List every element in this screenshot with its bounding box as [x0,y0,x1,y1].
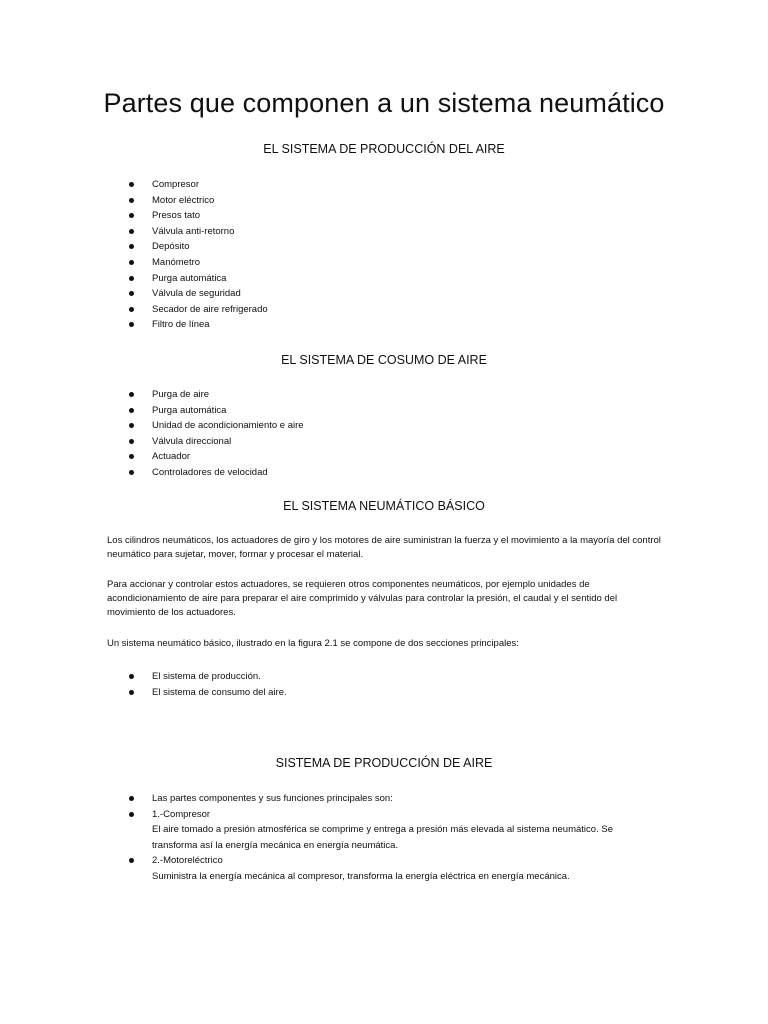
list-item: Motor eléctrico [0,193,268,209]
list-item: Unidad de acondicionamiento e aire [0,418,304,434]
list-item: Válvula de seguridad [0,286,268,302]
section-heading-basic-system: EL SISTEMA NEUMÁTICO BÁSICO [283,499,485,513]
list-item: Filtro de línea [0,317,268,333]
list-item: Controladores de velocidad [0,465,304,481]
bullet-icon [129,674,134,679]
paragraph: Los cilindros neumáticos, los actuadores de giro y los motores de aire suministran la fuerza y el movimiento a la mayoría del control neumático para sujetar, mover, formar y procesar el material. [107,535,661,560]
bullet-icon [129,229,134,234]
list-item: Purga automática [0,403,304,419]
item-description-line: El aire tomado a presión atmosférica se comprime y entrega a presión más elevada al sistema neumático. Se [152,824,613,836]
list-item: Manómetro [0,255,268,271]
bullet-icon [129,260,134,265]
bullet-icon [129,291,134,296]
bullet-icon [129,307,134,312]
list-item: Presos tato [0,208,268,224]
bullet-icon [129,244,134,249]
bullet-icon [129,470,134,475]
production-parts-list [0,177,268,333]
bullet-icon [129,408,134,413]
components-functions-list [0,791,613,885]
list-item: Válvula anti-retorno [0,224,268,240]
list-item: El sistema de producción. [0,669,287,685]
list-item: Compresor [0,177,268,193]
bullet-icon [129,690,134,695]
bullet-icon [129,423,134,428]
bullet-icon [129,392,134,397]
bullet-icon [129,858,134,863]
bullet-icon [129,276,134,281]
bullet-icon [129,322,134,327]
item-description-line: Suministra la energía mecánica al compresor, transforma la energía eléctrica en energía mecánica. [152,870,570,882]
list-item: El sistema de consumo del aire. [0,685,287,701]
list-item: Depósito [0,239,268,255]
list-item: 1.-Compresor El aire tomado a presión atmosférica se comprime y entrega a presión más elevada al sistema neumático. Se transforma así la energía mecánica en energía neumática. [0,807,613,854]
list-item: Actuador [0,449,304,465]
bullet-icon [129,213,134,218]
list-item: Válvula direccional [0,434,304,450]
list-item: Purga automática [0,271,268,287]
list-item: Secador de aire refrigerado [0,302,268,318]
paragraph: Un sistema neumático básico, ilustrado en la figura 2.1 se compone de dos secciones principales: [107,638,519,649]
list-item: 2.-Motoreléctrico Suministra la energía mecánica al compresor, transforma la energía eléctrica en energía mecánica. [0,853,613,884]
paragraph: Para accionar y controlar estos actuadores, se requieren otros componentes neumáticos, por ejemplo unidades de acondicionamiento de aire para preparar el aire comprimido y válvulas para controlar la presión, el caudal y el sentido del movimiento de los actuadores. [107,579,618,618]
list-item: Las partes componentes y sus funciones principales son: [0,791,613,807]
consumption-parts-list [0,387,304,481]
section-heading-consumption: EL SISTEMA DE COSUMO DE AIRE [281,353,487,367]
bullet-icon [129,182,134,187]
bullet-icon [129,198,134,203]
section-heading-production: EL SISTEMA DE PRODUCCIÓN DEL AIRE [263,142,505,156]
bullet-icon [129,796,134,801]
document-title: Partes que componen a un sistema neumático [103,88,665,118]
section-heading-air-production: SISTEMA DE PRODUCCIÓN DE AIRE [275,756,493,770]
item-description-line: transforma así la energía mecánica en energía neumática. [152,839,399,851]
bullet-icon [129,454,134,459]
bullet-icon [129,812,134,817]
bullet-icon [129,439,134,444]
main-sections-list [0,669,287,700]
list-item: Purga de aire [0,387,304,403]
